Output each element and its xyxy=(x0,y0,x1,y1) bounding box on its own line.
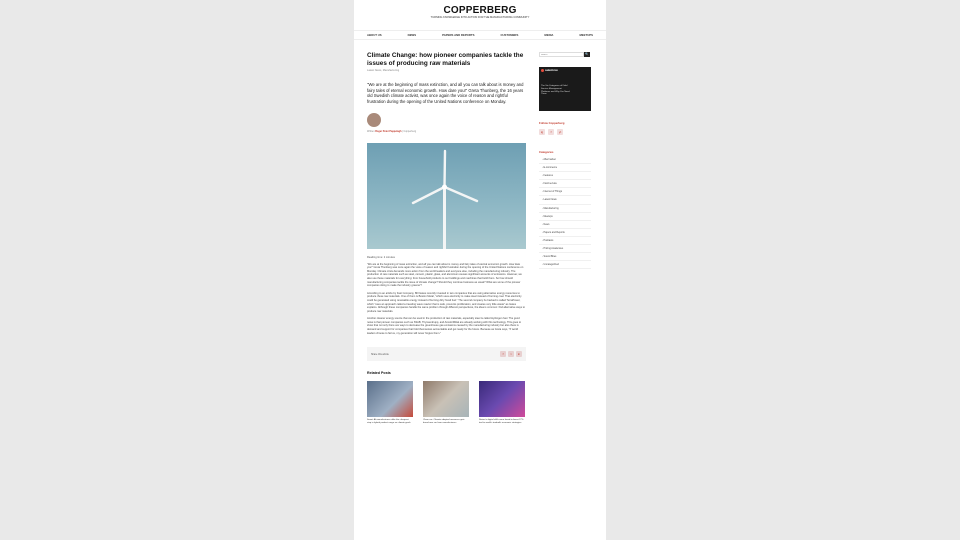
related-post-image[interactable] xyxy=(423,381,469,417)
article-title: Climate Change: how pioneer companies tackle the issues of producing raw materials xyxy=(367,52,524,67)
sidebar xyxy=(539,52,591,269)
category-item[interactable]: › Internet of Things xyxy=(539,188,591,196)
nav-item-media[interactable]: MEDIA xyxy=(544,33,554,37)
related-post-image[interactable] xyxy=(367,381,413,417)
linkedin-share-icon[interactable]: in xyxy=(517,352,521,357)
category-item[interactable]: › Latest News xyxy=(539,196,591,204)
search-icon[interactable]: 🔍 xyxy=(585,52,589,56)
share-bar xyxy=(367,347,526,361)
author-avatar[interactable] xyxy=(367,113,381,127)
nav-item-customers[interactable]: CUSTOMERS xyxy=(500,33,519,37)
related-post-caption[interactable]: Smart: AI manufacturers offer the cheapest step in hybrid product range on climate goals xyxy=(367,419,411,425)
nav-item-news[interactable]: NEWS xyxy=(407,33,417,37)
category-item[interactable]: › Aftermarket xyxy=(539,156,591,164)
follow-title: Follow Copperberg xyxy=(539,121,565,125)
instagram-icon[interactable]: ig xyxy=(540,130,544,134)
related-post[interactable] xyxy=(423,381,469,425)
share-buttons xyxy=(500,351,522,357)
category-item[interactable]: › Papers and Reports xyxy=(539,229,591,237)
page xyxy=(354,0,606,540)
wind-turbine-illustration xyxy=(367,143,526,249)
site-header xyxy=(354,0,606,30)
sidebar-ad[interactable] xyxy=(539,67,591,111)
ad-text: The Six Categories of Field Service Management Platforms and Why You Need Them xyxy=(541,85,570,96)
social-links xyxy=(539,129,591,135)
category-item[interactable]: › Meetups xyxy=(539,213,591,221)
site-logo[interactable]: COPPERBERG xyxy=(443,5,517,16)
search-input[interactable] xyxy=(539,52,584,57)
related-post[interactable] xyxy=(479,381,525,425)
categories-list xyxy=(539,156,591,269)
twitter-share-icon[interactable]: t xyxy=(508,351,514,357)
article-paragraph: "We are at the beginning of mass extinction, and all you can talk about is money and fairy tales of eternal economic growth. How dare you!" Greta Thunberg was once again the voice of reason and rightful frustration during the opening of the United Nations conference on Monday. Climate crisis demands more action from the world leaders and everyone else, including the manufacturing industry. The production of raw materials such as steel, cement, plastic, glass, and aluminium causes significant amounts of emissions. However, we also use these materials for everything: from household products to our buildings and machines that build them. So how should manufacturing companies tackle the issue of climate change? Should they continue business as usual? What are some of the pioneer companies doing to make the industry greener? xyxy=(367,262,524,288)
category-item[interactable]: › Uncategorized xyxy=(539,261,591,269)
nav-item-about[interactable]: ABOUT US xyxy=(367,33,382,37)
main-nav xyxy=(354,30,606,40)
article xyxy=(367,52,526,425)
category-item[interactable]: › E-commerce xyxy=(539,164,591,172)
ad-logo-icon xyxy=(541,69,544,72)
related-post-image[interactable] xyxy=(479,381,525,417)
category-item[interactable]: › Pricing Academies xyxy=(539,245,591,253)
search-form xyxy=(539,52,591,57)
related-posts xyxy=(367,381,526,425)
hero-image-wind-turbine xyxy=(367,143,526,249)
nav-item-meetups[interactable]: MEETUPS xyxy=(579,33,593,37)
article-lead: "We are at the beginning of mass extinction, and all you can talk about is money and fairy tales of eternal economic growth. How dare you!" Greta Thunberg, the 16 years old Swedish climate activist, was once again the voice of reason and rightful frustration during the opening of the United Nations conference on Monday. xyxy=(367,82,524,104)
byline-prefix: Written xyxy=(367,129,375,133)
byline xyxy=(367,130,526,133)
category-item[interactable]: › Sound Bites xyxy=(539,253,591,261)
related-post-caption[interactable]: Nature's digital skills were found to boost 27% tied to world's tradeoffs economic strategies xyxy=(479,419,524,425)
ad-brand: salesforce xyxy=(545,69,558,72)
category-item[interactable]: › Features xyxy=(539,172,591,180)
nav-item-papers[interactable]: PAPERS AND REPORTS xyxy=(442,33,475,37)
byline-suffix: | Copperberg xyxy=(402,129,417,133)
article-paragraph: Another cleaner energy source that can be used in the production of raw materials, especially steel is called Hydrogen fuel. The good news is that pioneer companies such as SSAB, Thyssenkrupp, and ArcelorMittal are already working with this technology. This goes to show that not only there are ways to decrease the greenhouse gas emissions caused by the manufacturing industry but also there is demand and support for companies that hold themselves accountable and get ready for the future. Because as Greta says, "If world leaders choose to fail us, my generation will never forgive them." xyxy=(367,317,522,335)
category-item[interactable]: › Manufacturing xyxy=(539,205,591,213)
share-label: Share this article xyxy=(371,352,389,356)
categories-title: Categories xyxy=(539,150,554,154)
article-paragraph: According to an article by Fast Company, Bill Gates recently invested in two companies that are using alternative energy resources to produce these raw materials. One of them is Boston Metal, "which uses electricity to make steel instead of burning coal. That electricity could be generated using renewable energy instead of burning dirty fossil fuel." The second company he backed is called TerraPower, which "uses an approach called a traveling wave reactor that is safe, prevents proliferation, and creates very little waste" as Gates explains. Although these companies handle the same problem through different perspectives, the idea is common: find alternative ways to produce raw materials. xyxy=(367,291,525,313)
category-item[interactable]: › Field service xyxy=(539,180,591,188)
author-link[interactable]: Roger Peter Pappelagh xyxy=(375,129,402,133)
related-post[interactable] xyxy=(367,381,413,425)
article-categories[interactable]: Latest News, Manufacturing xyxy=(367,69,400,73)
facebook-share-icon[interactable]: f xyxy=(500,351,506,357)
site-tagline: TURNING KNOWLEDGE INTO ACTION FOR THE MANUFACTURING COMMUNITY xyxy=(430,16,530,19)
facebook-icon[interactable]: f xyxy=(548,129,554,135)
youtube-icon[interactable]: yt xyxy=(558,130,562,134)
related-posts-title: Related Posts xyxy=(367,371,391,376)
reading-time: Reading time: 2 minutes xyxy=(367,255,395,259)
category-item[interactable]: › News xyxy=(539,221,591,229)
category-item[interactable]: › Podcasts xyxy=(539,237,591,245)
related-post-caption[interactable]: Clean car: Climate adapted resources gets brand new car from manufacturers xyxy=(423,419,465,425)
